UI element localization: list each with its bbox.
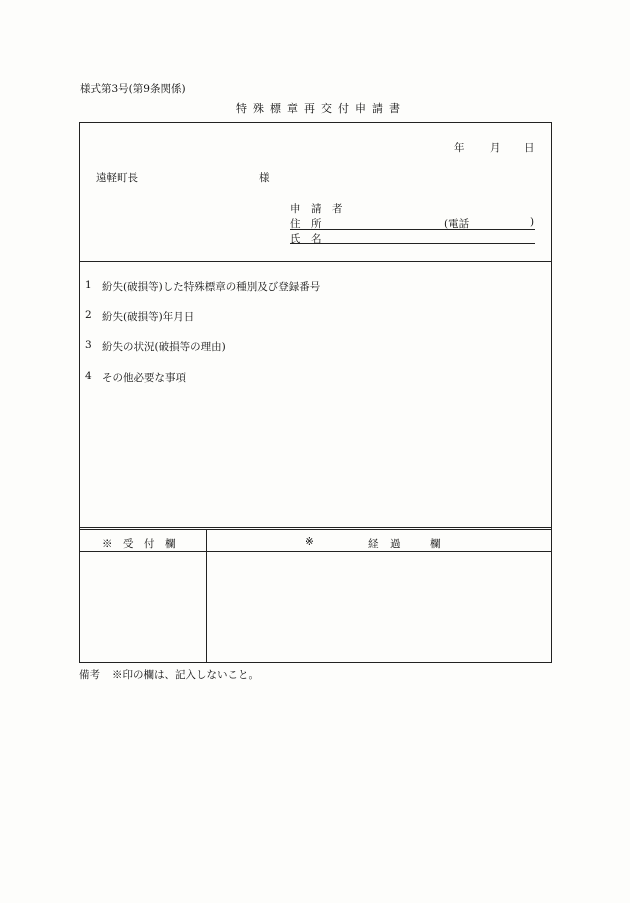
name-label: 氏 名	[290, 233, 322, 245]
name-underline	[290, 243, 535, 244]
phone-label: (電話	[444, 218, 470, 230]
item-text: 紛失の状況(破損等の理由)	[102, 341, 226, 353]
applicant-heading: 申 請 者	[290, 203, 343, 215]
date-year-label: 年	[454, 142, 465, 154]
item-text: 紛失(破損等)した特殊標章の種別及び登録番号	[102, 281, 321, 293]
progress-column-char: 欄	[430, 538, 441, 550]
item-text: その他必要な事項	[102, 372, 186, 384]
item-number: 1	[85, 279, 92, 291]
application-sheet	[79, 122, 552, 663]
item-text: 紛失(破損等)年月日	[102, 311, 195, 323]
progress-column-mark: ※	[305, 536, 314, 548]
addressee-honorific: 様	[259, 172, 270, 184]
address-underline	[290, 229, 535, 230]
item-number: 2	[85, 309, 92, 321]
form-title: 特殊標章再交付申請書	[236, 102, 406, 115]
office-header-divider	[80, 551, 551, 552]
remarks	[79, 667, 259, 682]
office-column-divider	[206, 529, 207, 662]
progress-column-char: 経	[368, 538, 379, 550]
date-day-label: 日	[524, 142, 535, 154]
remarks-label: 備考	[79, 669, 100, 681]
phone-close-paren: )	[530, 216, 535, 228]
divider-office-section	[80, 527, 551, 530]
address-label: 住 所	[290, 218, 322, 230]
date-month-label: 月	[490, 142, 501, 154]
divider-header	[80, 261, 551, 262]
item-number: 3	[85, 339, 92, 351]
progress-column-char: 過	[390, 538, 401, 550]
reception-column-header: ※ 受 付 欄	[102, 538, 176, 550]
remarks-text: ※印の欄は、記入しないこと。	[112, 669, 259, 681]
item-number: 4	[85, 370, 92, 382]
addressee-name: 遠軽町長	[96, 172, 138, 184]
form-number: 様式第3号(第9条関係)	[80, 83, 186, 95]
